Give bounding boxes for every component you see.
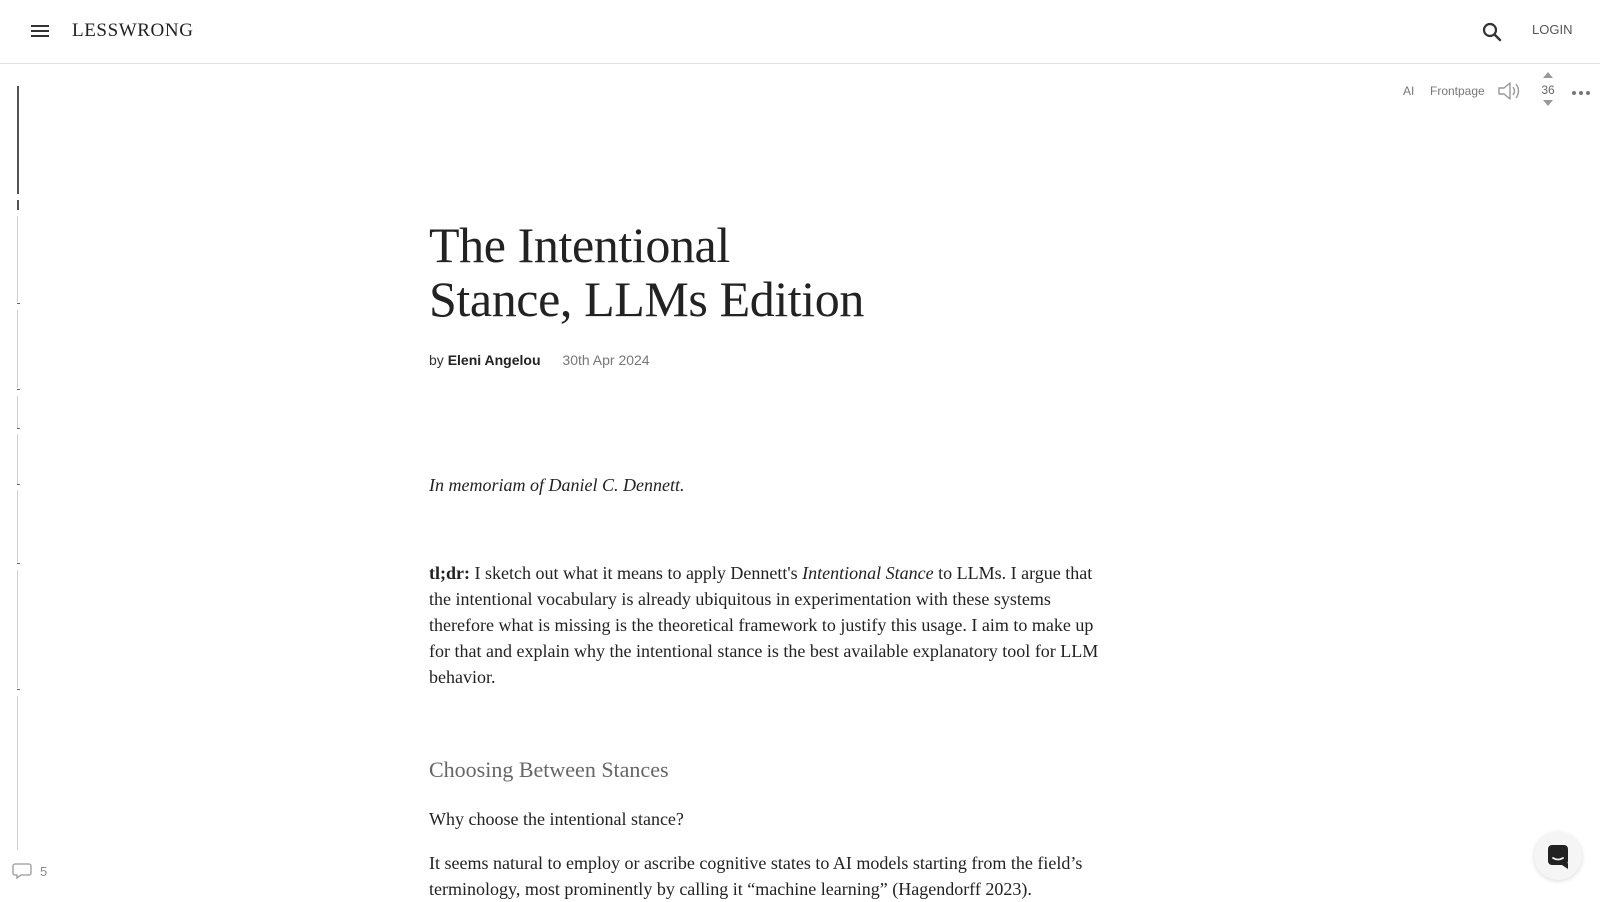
upvote-arrow-icon[interactable] (1543, 72, 1553, 78)
post-title: The Intentional Stance, LLMs Edition (429, 217, 864, 327)
toc-section[interactable] (17, 200, 19, 210)
author-link[interactable]: Eleni Angelou (447, 352, 541, 368)
toc-marker (17, 389, 20, 390)
toc-marker (17, 563, 20, 564)
toc-section[interactable] (17, 570, 18, 688)
toc-marker (17, 484, 20, 485)
tldr-emphasis: Intentional Stance (802, 563, 934, 583)
search-icon[interactable] (1480, 20, 1504, 44)
toc-section[interactable] (17, 490, 18, 562)
comments-count-link[interactable] (12, 862, 47, 880)
toc-section-current[interactable] (17, 86, 19, 194)
login-button[interactable]: LOGIN (1532, 22, 1573, 37)
speaker-icon[interactable] (1497, 80, 1523, 102)
body-paragraph: It seems natural to employ or ascribe cognitive states to AI models starting from the field’s terminology, most prominently by calling it “machine learning” (Hagendorff 2023). (429, 853, 1083, 899)
table-of-contents-rail[interactable] (16, 86, 20, 850)
toc-marker (17, 428, 20, 429)
toc-section[interactable] (17, 696, 18, 850)
post-date[interactable]: 30th Apr 2024 (562, 352, 650, 368)
karma-score: 36 (1541, 83, 1555, 97)
byline-prefix: by (429, 352, 444, 368)
menu-icon[interactable] (28, 19, 52, 43)
toc-section[interactable] (17, 434, 18, 484)
comments-count: 5 (40, 863, 48, 879)
body-question: Why choose the intentional stance? (429, 809, 684, 829)
toc-section[interactable] (17, 396, 18, 428)
top-app-bar (0, 0, 1600, 64)
section-heading: Choosing Between Stances (429, 757, 669, 782)
toc-section[interactable] (17, 310, 18, 388)
post-byline (429, 352, 650, 368)
more-dots-icon[interactable] (1572, 84, 1593, 98)
tldr-label: tl;dr: (429, 563, 470, 583)
comment-icon (12, 862, 32, 880)
toc-marker (17, 689, 20, 690)
tag-frontpage[interactable]: Frontpage (1430, 84, 1485, 98)
tag-ai[interactable]: AI (1403, 84, 1415, 98)
site-logo[interactable]: LESSWRONG (72, 20, 194, 41)
downvote-arrow-icon[interactable] (1543, 100, 1553, 106)
post-actions-bar (1380, 70, 1600, 114)
memoriam-line: In memoriam of Daniel C. Dennett. (429, 475, 685, 495)
tldr-text-after: to LLMs. I argue that the intentional vocabulary is already ubiquitous in experimentation with these systems therefore what is missing is the theoretical framework to justify this usage. I aim to make up for that and explain why the intentional stance is the best available explanatory tool for LLM behavior. (429, 563, 1099, 687)
vote-widget (1538, 70, 1558, 114)
tldr-text-before: I sketch out what it means to apply Dennett's (469, 563, 803, 583)
chat-icon[interactable] (1534, 832, 1582, 880)
toc-marker (17, 303, 20, 304)
tldr-paragraph (429, 560, 1109, 690)
toc-section[interactable] (17, 216, 18, 302)
